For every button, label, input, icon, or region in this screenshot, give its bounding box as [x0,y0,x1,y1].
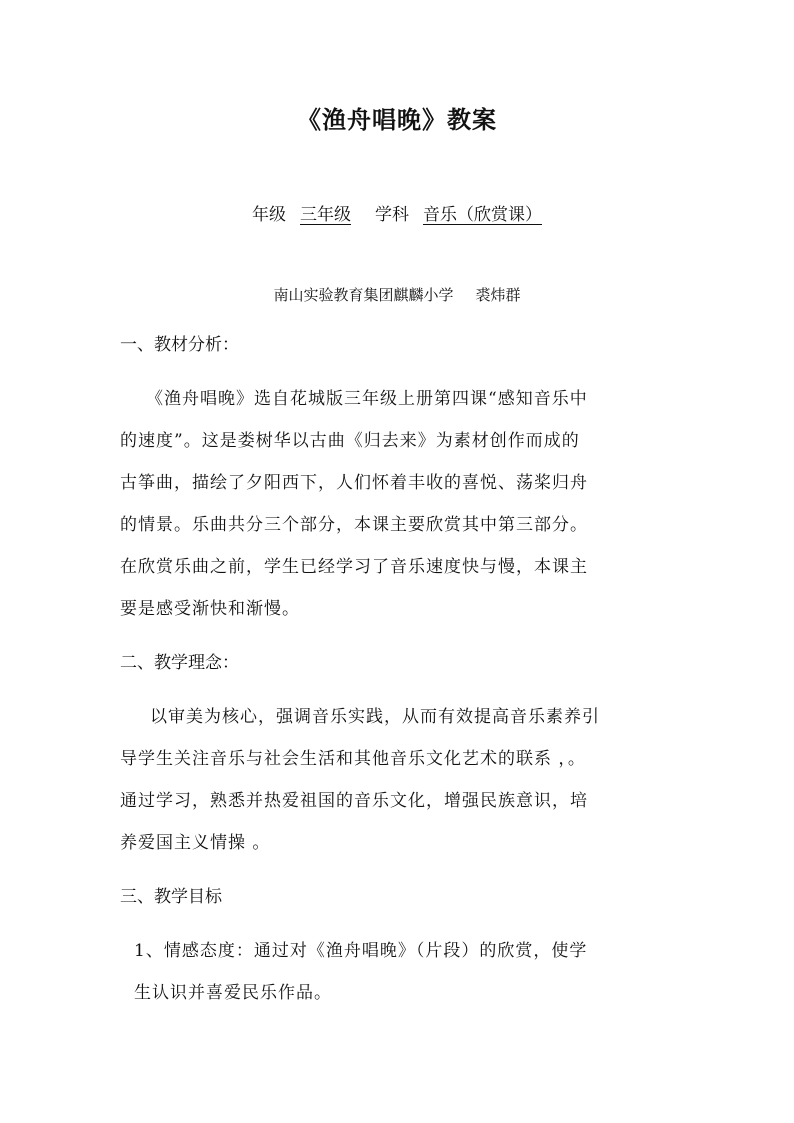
section-heading-materials: 一、教材分析： [120,335,239,355]
author-school: 南山实验教育集团麒麟小学 [273,286,454,304]
paragraph-line: 古筝曲，描绘了夕阳西下，人们怀着丰收的喜悦、荡桨归舟 [120,473,588,493]
paragraph-line: 养爱国主义情操 。 [120,833,271,853]
author-line [0,284,794,305]
author-name: 裘炜群 [475,286,521,304]
subject-label: 学科 [375,205,409,225]
section-heading-philosophy: 二、教学理念： [120,653,239,673]
grade-value: 三年级 [300,205,351,225]
paragraph-line: 在欣赏乐曲之前，学生已经学习了音乐速度快与慢，本课主 [120,557,588,577]
grade-label: 年级 [252,205,286,225]
document-title: 《渔舟唱晚》教案 [297,105,497,134]
course-meta [0,200,794,225]
paragraph-line: 的情景。乐曲共分三个部分，本课主要欣赏其中第三部分。 [120,515,588,535]
paragraph-line: 通过学习，熟悉并热爱祖国的音乐文化，增强民族意识，培 [120,791,588,811]
paragraph-line: 要是感受渐快和渐慢。 [120,599,300,619]
paragraph-line: 1、情感态度：通过对《渔舟唱晚》（片段）的欣赏，使学 [134,941,588,961]
paragraph-line: 的速度”。这是娄树华以古曲《归去来》为素材创作而成的 [120,431,580,451]
paragraph-line: 导学生关注音乐与社会生活和其他音乐文化艺术的联系 ，。 [120,749,586,769]
paragraph-line: 以审美为核心，强调音乐实践，从而有效提高音乐素养引 [150,707,600,727]
paragraph-line: 《渔舟唱晚》选自花城版三年级上册第四课“感知音乐中 [146,389,588,409]
paragraph-line: 生认识并喜爱民乐作品。 [134,983,332,1003]
subject-value: 音乐（欣赏课） [423,205,542,225]
section-heading-objectives: 三、教学目标 [120,887,222,907]
